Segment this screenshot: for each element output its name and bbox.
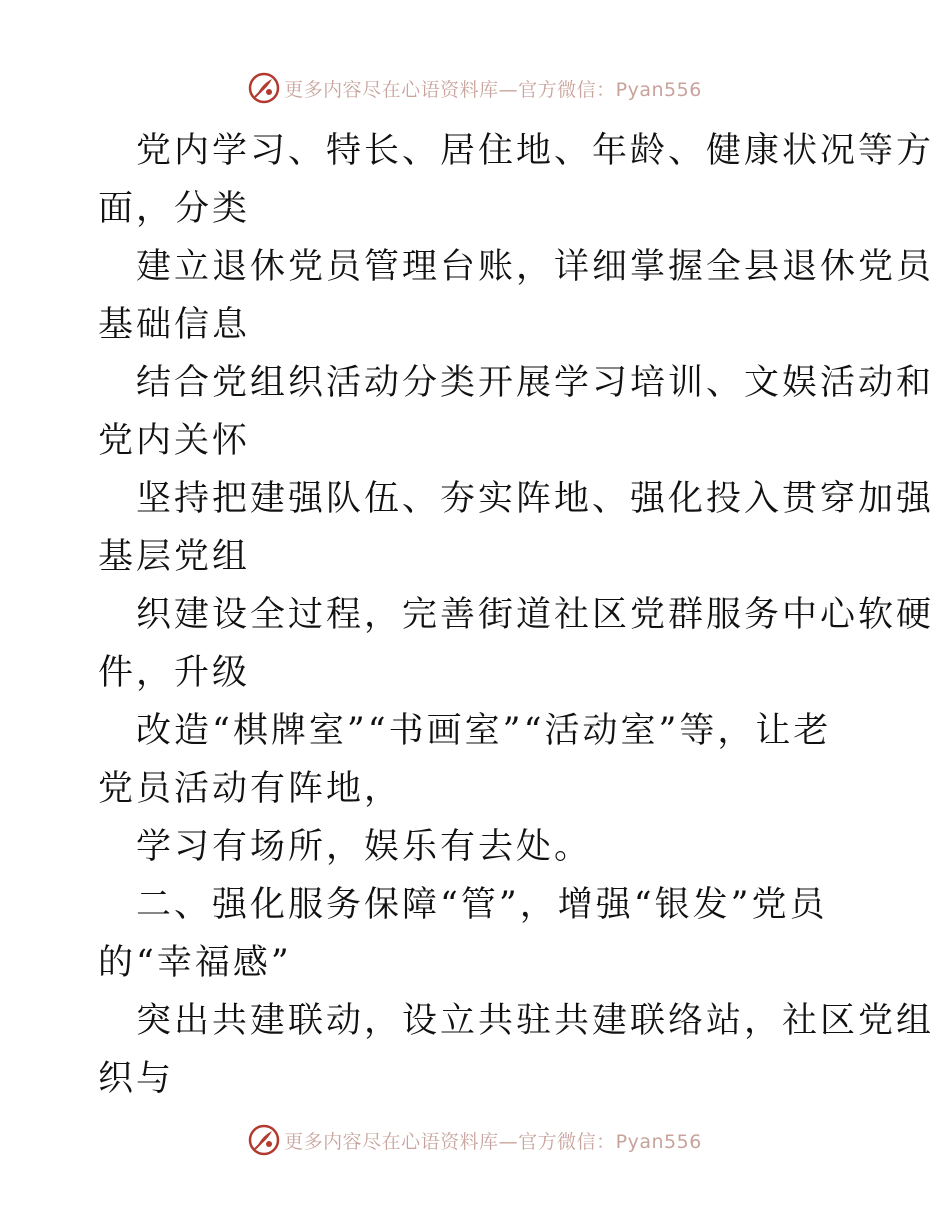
body-line: 党内关怀: [98, 421, 251, 461]
body-line: 改造“棋牌室”“书画室”“活动室”等，让老: [136, 711, 832, 751]
quill-logo-icon: [248, 72, 280, 104]
footer-watermark: [0, 1120, 950, 1160]
body-line: 党内学习、特长、居住地、年龄、健康状况等方: [136, 131, 935, 171]
body-line: 突出共建联动，设立共驻共建联络站，社区党组: [136, 1001, 935, 1041]
body-line: 坚持把建强队伍、夯实阵地、强化投入贯穿加强: [136, 479, 935, 519]
body-line: 件，升级: [98, 653, 251, 693]
quill-logo-icon: [248, 1124, 280, 1156]
body-line: 党员活动有阵地，: [98, 769, 403, 809]
body-line: 基础信息: [98, 305, 251, 345]
body-line: 结合党组织活动分类开展学习培训、文娱活动和: [136, 363, 935, 403]
footer-watermark-text: 更多内容尽在心语资料库—官方微信：Pyan556: [284, 1130, 702, 1153]
header-watermark: [0, 68, 950, 108]
header-watermark-text: 更多内容尽在心语资料库—官方微信：Pyan556: [284, 78, 702, 101]
body-line: 织建设全过程，完善街道社区党群服务中心软硬: [136, 595, 935, 635]
body-line: 织与: [98, 1059, 175, 1099]
body-line: 学习有场所，娱乐有去处。: [136, 827, 593, 867]
document-body: [98, 122, 935, 1108]
section-heading-line: 的“幸福感”: [98, 943, 292, 983]
body-line: 建立退休党员管理台账，详细掌握全县退休党员: [136, 247, 935, 287]
body-line: 面，分类: [98, 189, 251, 229]
section-heading-line: 二、强化服务保障“管”，增强“银发”党员: [136, 885, 828, 925]
body-line: 基层党组: [98, 537, 251, 577]
